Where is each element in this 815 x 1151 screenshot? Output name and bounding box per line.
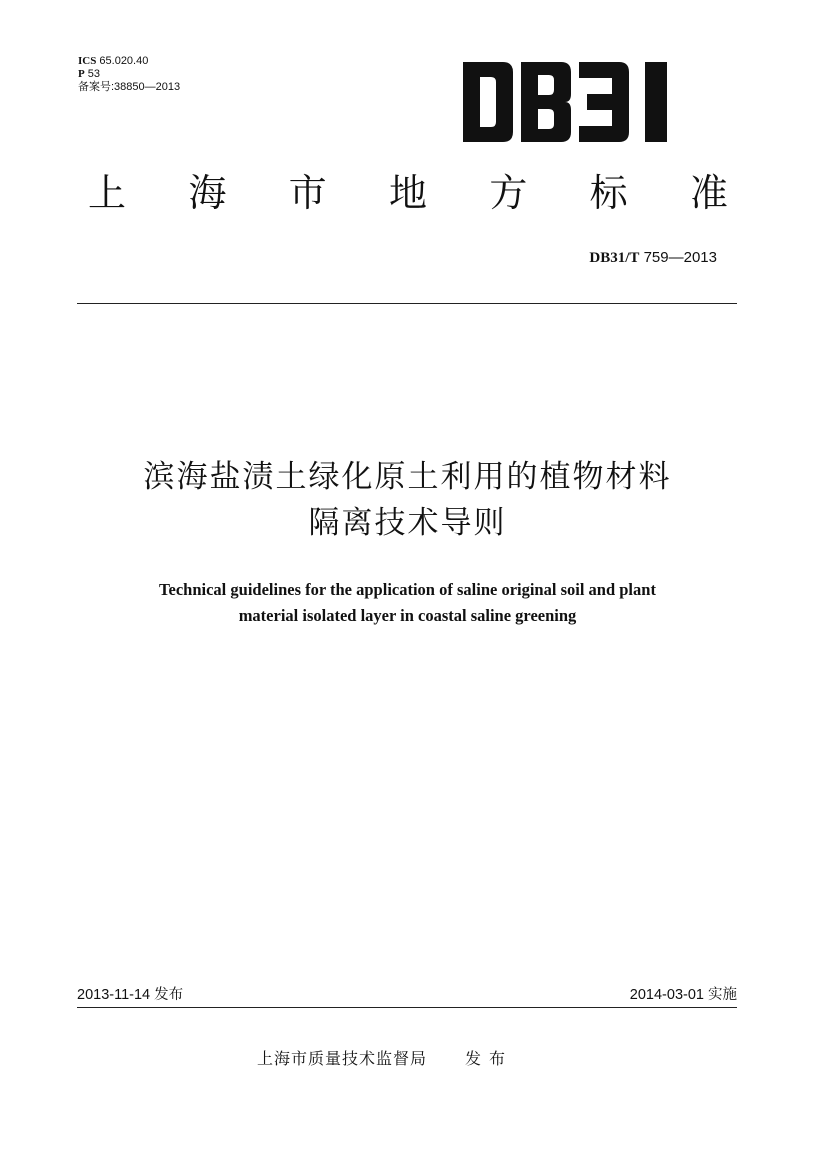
bottom-divider bbox=[77, 1007, 737, 1008]
standard-number-prefix: DB31/T bbox=[589, 250, 640, 266]
title-char: 市 bbox=[288, 171, 327, 215]
implement-date: 2014-03-01 bbox=[629, 987, 704, 1003]
title-char: 方 bbox=[489, 171, 528, 215]
publisher-org: 上海市质量技术监督局 bbox=[257, 1049, 428, 1068]
standard-metadata bbox=[78, 55, 180, 94]
implement-date-line bbox=[630, 983, 737, 1004]
db31-logo bbox=[463, 62, 688, 142]
record-line bbox=[78, 81, 180, 94]
class-line bbox=[78, 68, 180, 81]
standard-number-value: 759—2013 bbox=[639, 249, 717, 266]
chinese-title-line-1: 滨海盐渍土绿化原土利用的植物材料 bbox=[143, 459, 672, 495]
record-label: 备案号 bbox=[78, 81, 111, 93]
record-value: :38850—2013 bbox=[111, 81, 181, 93]
chinese-title-line-2: 隔离技术导则 bbox=[308, 505, 507, 541]
implement-label: 实施 bbox=[708, 987, 737, 1003]
issue-date-line bbox=[77, 983, 183, 1004]
english-title-line-2: material isolated layer in coastal saline greening bbox=[238, 606, 577, 625]
title-char: 地 bbox=[388, 171, 427, 215]
title-char: 标 bbox=[589, 171, 628, 215]
title-char: 海 bbox=[188, 171, 227, 215]
issue-date: 2013-11-14 bbox=[77, 987, 151, 1003]
db31-logo-graphic bbox=[463, 62, 688, 142]
class-code: 53 bbox=[87, 68, 101, 80]
issue-label: 发布 bbox=[154, 987, 184, 1003]
ics-code: 65.020.40 bbox=[99, 55, 149, 67]
standard-number bbox=[589, 248, 717, 267]
english-title-line-1: Technical guidelines for the application of saline original soil and plant bbox=[159, 580, 656, 599]
standard-category-title bbox=[88, 168, 728, 218]
publisher-action: 发布 bbox=[465, 1049, 514, 1068]
title-char: 准 bbox=[689, 171, 728, 215]
publisher-line bbox=[257, 1046, 513, 1069]
ics-label: ICS bbox=[78, 55, 97, 67]
title-char: 上 bbox=[88, 171, 127, 215]
ics-line bbox=[78, 55, 180, 68]
top-divider bbox=[77, 303, 737, 304]
class-label: P bbox=[78, 68, 85, 80]
